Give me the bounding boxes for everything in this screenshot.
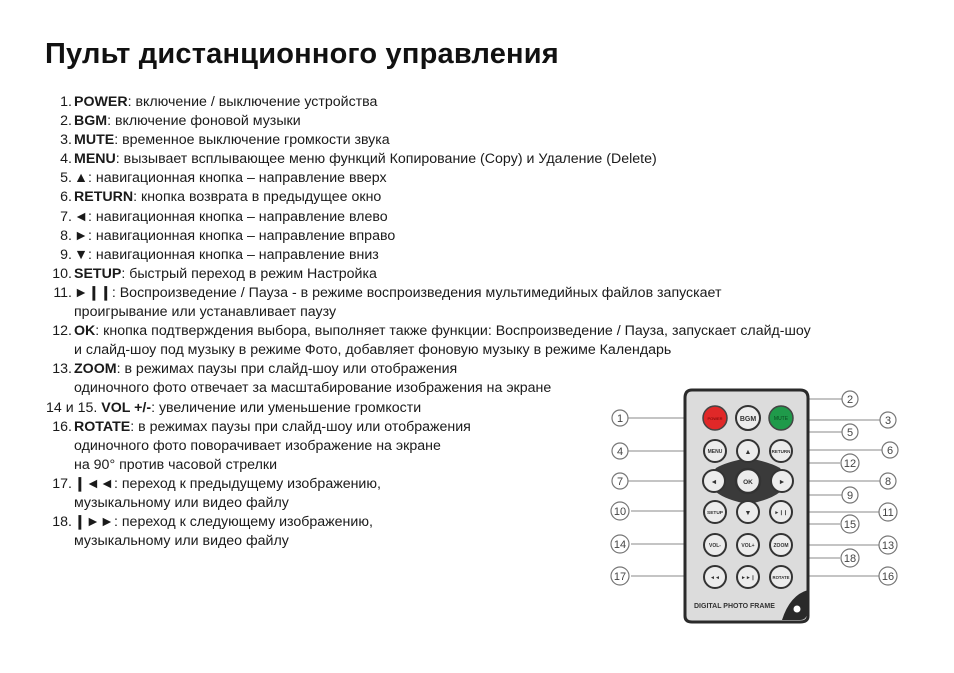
callout-5: 5 [846,427,854,439]
prev-button[interactable] [704,566,726,588]
ok-button[interactable] [736,469,760,493]
list-item-next: 18. ❙►►: переход к следующему изображению, [52,514,373,531]
list-item-return: 6. RETURN: кнопка возврата в предыдущее окно [60,189,382,206]
svg-text:OK: OK [743,479,753,486]
next-button[interactable] [737,566,759,588]
list-item-play-pause: 11. ►❙❙: Воспроизведение / Пауза - в режиме воспроизведения мультимедийных файлов запускает [53,284,722,301]
callout-18: 18 [843,553,857,565]
right-button[interactable] [771,470,793,492]
callout-4: 4 [616,446,624,458]
svg-text:VOL+: VOL+ [741,543,755,549]
list-item-right: 8. ►: навигационная кнопка – направление вправо [60,227,396,244]
list-item-up: 5. ▲: навигационная кнопка – направление вверх [60,170,387,187]
left-button[interactable] [703,470,725,492]
svg-text:RETURN: RETURN [771,449,791,454]
list-item-rotate: 16. ROTATE: в режимах паузы при слайд-шоу или отображения [52,418,471,435]
zoom-button[interactable] [770,534,792,556]
callout-7: 7 [616,476,624,488]
vol-minus-button[interactable] [704,534,726,556]
svg-text:◄: ◄ [710,479,718,486]
callout-15: 15 [843,519,857,531]
svg-text:BGM: BGM [739,416,757,423]
svg-text:ZOOM: ZOOM [773,543,789,549]
svg-text:VOL-: VOL- [709,543,721,549]
svg-text:►: ► [778,479,786,486]
callout-6: 6 [886,445,894,457]
remote-control-diagram [600,385,920,635]
down-button[interactable] [737,501,759,523]
svg-text:▲: ▲ [744,449,752,456]
list-item-rotate-cont-2: на 90° против часовой стрелки [74,456,277,473]
svg-text:▼: ▼ [744,510,752,517]
remote-ir-dot [794,606,801,613]
list-item-left: 7. ◄: навигационная кнопка – направление влево [60,208,388,225]
bgm-button[interactable] [736,406,760,430]
list-item-mute: 3. MUTE: временное выключение громкости звука [60,132,390,149]
list-item-next-cont: музыкальному или видео файлу [74,533,289,550]
callout-16: 16 [881,571,895,583]
svg-text:►❙❙: ►❙❙ [774,510,788,516]
list-item-ok: 12. OK: кнопка подтверждения выбора, выполняет также функции: Воспроизведение / Пауза, запускает слайд-шоу [52,323,811,340]
remote-footer-label: DIGITAL PHOTO FRAME [694,603,775,610]
svg-text:MENU: MENU [707,449,723,455]
svg-text:►►❙: ►►❙ [740,575,756,581]
return-button[interactable] [770,440,792,462]
list-item-power: 1. POWER: включение / выключение устройства [60,94,378,110]
rotate-button[interactable] [770,566,792,588]
list-item-menu: 4. MENU: вызывает всплывающее меню функций Копирование (Copy) и Удаление (Delete) [60,151,657,168]
svg-text:ROTATE: ROTATE [772,575,790,580]
svg-text:SETUP: SETUP [707,511,723,516]
list-item-rotate-cont-1: одиночного фото поворачивает изображение на экране [74,437,441,454]
callout-11: 11 [882,507,894,519]
callout-17: 17 [613,571,627,583]
up-button[interactable] [737,440,759,462]
callout-8: 8 [884,476,892,488]
svg-text:MUTE: MUTE [773,416,789,422]
list-item-prev-cont: музыкальному или видео файлу [74,494,289,511]
list-item-ok-cont: и слайд-шоу под музыку в режиме Фото, добавляет фоновую музыку в режиме Календарь [74,342,672,359]
callout-13: 13 [881,540,895,552]
list-item-bgm: 2. BGM: включение фоновой музыки [60,113,301,130]
svg-text:◄◄: ◄◄ [710,575,720,581]
list-item-play-pause-cont: проигрывание или устанавливает паузу [74,304,337,321]
power-button[interactable] [703,406,727,430]
callout-10: 10 [613,506,627,518]
list-item-prev: 17. ❙◄◄: переход к предыдущему изображению, [52,475,381,492]
list-item-vol: 14 и 15. VOL +/-: увеличение или уменьшение громкости [46,399,422,416]
callout-14: 14 [613,539,627,551]
page-title: Пульт дистанционного управления [45,38,559,70]
svg-text:POWER: POWER [707,416,723,421]
callout-9: 9 [846,490,854,502]
list-item-down: 9. ▼: навигационная кнопка – направление вниз [60,246,379,263]
callout-12: 12 [843,458,857,470]
callout-2: 2 [846,394,854,406]
setup-button[interactable] [704,501,726,523]
list-item-zoom-cont: одиночного фото отвечает за масштабирование изображения на экране [74,380,552,397]
play-pause-button[interactable] [770,501,792,523]
menu-button[interactable] [704,440,726,462]
list-item-setup: 10. SETUP: быстрый переход в режим Настройка [52,265,377,282]
callout-3: 3 [884,415,892,427]
callout-1: 1 [616,413,624,425]
list-item-zoom: 13. ZOOM: в режимах паузы при слайд-шоу или отображения [52,361,458,378]
vol-plus-button[interactable] [737,534,759,556]
mute-button[interactable] [769,406,793,430]
